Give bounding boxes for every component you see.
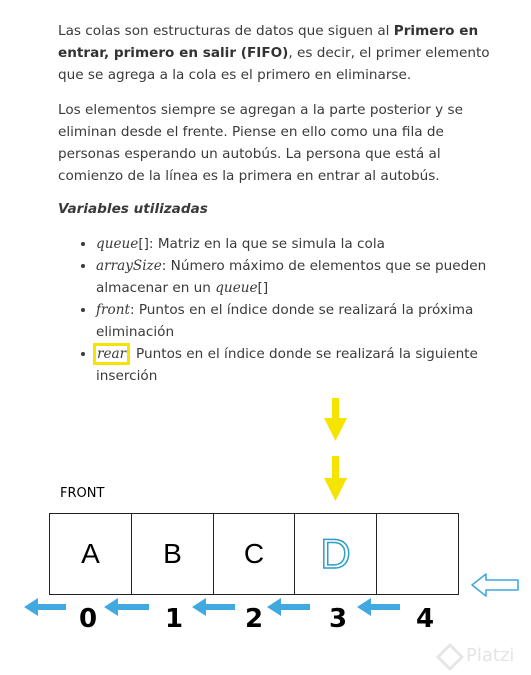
var-front-name: front	[96, 302, 130, 318]
enqueue-arrow-icon	[472, 574, 518, 596]
shift-arrow-icon	[267, 598, 310, 616]
list-item: • rear: Puntos en el índice donde se realizará la siguiente inserción	[96, 343, 528, 387]
index-label-4: 4	[416, 604, 435, 634]
platzi-logo-icon	[438, 645, 462, 669]
queue-cell-3: D	[294, 513, 377, 595]
front-label: FRONT	[60, 486, 105, 501]
index-label-0: 0	[79, 604, 98, 634]
rear-pointer-arrow-1	[324, 398, 347, 441]
shift-arrow-icon	[357, 598, 400, 616]
index-label-1: 1	[165, 604, 184, 634]
var-rear-name-highlighted: rear	[97, 346, 127, 362]
var-queue-name: queue	[96, 236, 139, 252]
shift-arrow-icon	[104, 598, 149, 616]
list-item: • queue[]: Matriz en la que se simula la cola	[96, 233, 528, 255]
explanation-paragraph: Los elementos siempre se agregan a la parte posterior y se eliminan desde el frente. Piense en ello como una fila de personas esperando un autobús. La persona que está al comienzo de la línea es la primera en entrar al autobús.	[58, 102, 463, 184]
shift-arrow-icon	[192, 598, 235, 616]
queue-cell-0: A	[49, 513, 132, 595]
intro-paragraph: Las colas son estructuras de datos que siguen al Primero en entrar, primero en salir (FIFO), es decir, el primer elemento que se agrega a la cola es el primero en eliminarse.	[58, 23, 490, 83]
variables-heading: Variables utilizadas	[58, 201, 208, 217]
platzi-watermark: Platzi	[466, 645, 515, 666]
list-item: • front: Puntos en el índice donde se realizará la próxima eliminación	[96, 299, 528, 343]
queue-cell-1: B	[131, 513, 214, 595]
index-label-3: 3	[329, 604, 348, 634]
dequeue-arrow-icon	[24, 598, 66, 616]
rear-pointer-arrow-2	[324, 456, 347, 501]
var-arraysize-name: arraySize	[96, 258, 162, 274]
index-label-2: 2	[245, 604, 264, 634]
list-item: • arraySize: Número máximo de elementos que se pueden almacenar en un queue[]	[96, 255, 528, 299]
queue-cell-2: C	[213, 513, 295, 595]
fifo-bold-text: Primero en entrar, primero en salir (FIFO)	[58, 23, 479, 61]
